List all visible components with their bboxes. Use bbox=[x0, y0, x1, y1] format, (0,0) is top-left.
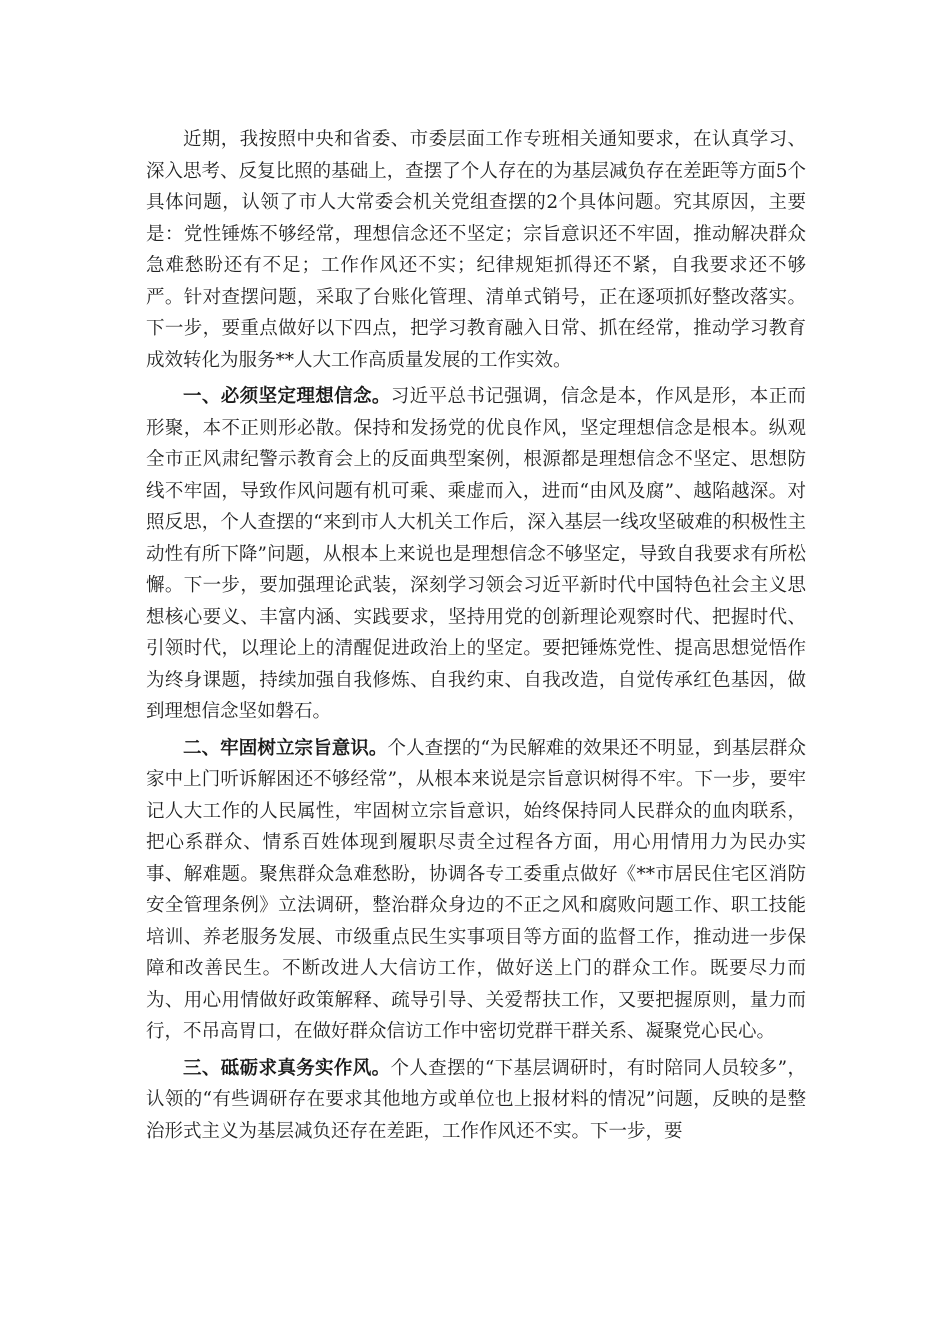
section-1-heading: 一、必须坚定理想信念。 bbox=[183, 386, 391, 407]
section-1-paragraph bbox=[146, 381, 806, 728]
section-1-body: 习近平总书记强调，信念是本，作风是形，本正而形聚，本不正则形必散。保持和发扬党的优良作风，坚定理想信念是根本。纵观全市正风肃纪警示教育会上的反面典型案例，根源都是理想信念不坚定、思想防线不牢固，导致作风问题有机可乘、乘虚而入，进而“由风及腐”、越陷越深。对照反思，个人查摆的“来到市人大机关工作后，深入基层一线攻坚破难的积极性主动性有所下降”问题，从根本上来说也是理想信念不够坚定，导致自我要求有所松懈。下一步，要加强理论武装，深刻学习领会习近平新时代中国特色社会主义思想核心要义、丰富内涵、实践要求，坚持用党的创新理论观察时代、把握时代、引领时代，以理论上的清醒促进政治上的坚定。要把锤炼党性、提高思想觉悟作为终身课题，持续加强自我修炼、自我约束、自我改造，自觉传承红色基因，做到理想信念坚如磐石。 bbox=[146, 386, 806, 722]
section-2-body: 个人查摆的“为民解难的效果还不明显，到基层群众家中上门听诉解困还不够经常”，从根本来说是宗旨意识树得不牢。下一步，要牢记人大工作的人民属性，牢固树立宗旨意识，始终保持同人民群众的血肉联系，把心系群众、情系百姓体现到履职尽责全过程各方面，用心用情用力为民办实事、解难题。聚焦群众急难愁盼，协调各专工委重点做好《**市居民住宅区消防安全管理条例》立法调研，整治群众身边的不正之风和腐败问题工作、职工技能培训、养老服务发展、市级重点民生实事项目等方面的监督工作，推动进一步保障和改善民生。不断改进人大信访工作，做好送上门的群众工作。既要尽力而为、用心用情做好政策解释、疏导引导、关爱帮扶工作，又要把握原则，量力而行，不吊高胃口，在做好群众信访工作中密切党群干群关系、凝聚党心民心。 bbox=[146, 737, 806, 1042]
section-3-heading: 三、砥砺求真务实作风。 bbox=[183, 1057, 391, 1079]
section-2-paragraph bbox=[146, 733, 806, 1048]
section-2-heading: 二、牢固树立宗旨意识。 bbox=[183, 737, 388, 759]
section-3-body: 个人查摆的“下基层调研时，有时陪同人员较多”，认领的“有些调研存在要求其他地方或单位也上报材料的情况”问题，反映的是整治形式主义为基层减负还存在差距，工作作风还不实。下一步，要 bbox=[146, 1057, 806, 1142]
section-3-paragraph bbox=[146, 1053, 806, 1148]
intro-paragraph: 近期，我按照中央和省委、市委层面工作专班相关通知要求，在认真学习、深入思考、反复比照的基础上，查摆了个人存在的为基层减负存在差距等方面5个具体问题，认领了市人大常委会机关党组查摆的2个具体问题。究其原因，主要是：党性锤炼不够经常，理想信念还不坚定；宗旨意识还不牢固，推动解决群众急难愁盼还有不足；工作作风还不实；纪律规矩抓得还不紧，自我要求还不够严。针对查摆问题，采取了台账化管理、清单式销号，正在逐项抓好整改落实。下一步，要重点做好以下四点，把学习教育融入日常、抓在经常，推动学习教育成效转化为服务**人大工作高质量发展的工作实效。 bbox=[146, 129, 806, 371]
document-page bbox=[146, 124, 806, 1152]
